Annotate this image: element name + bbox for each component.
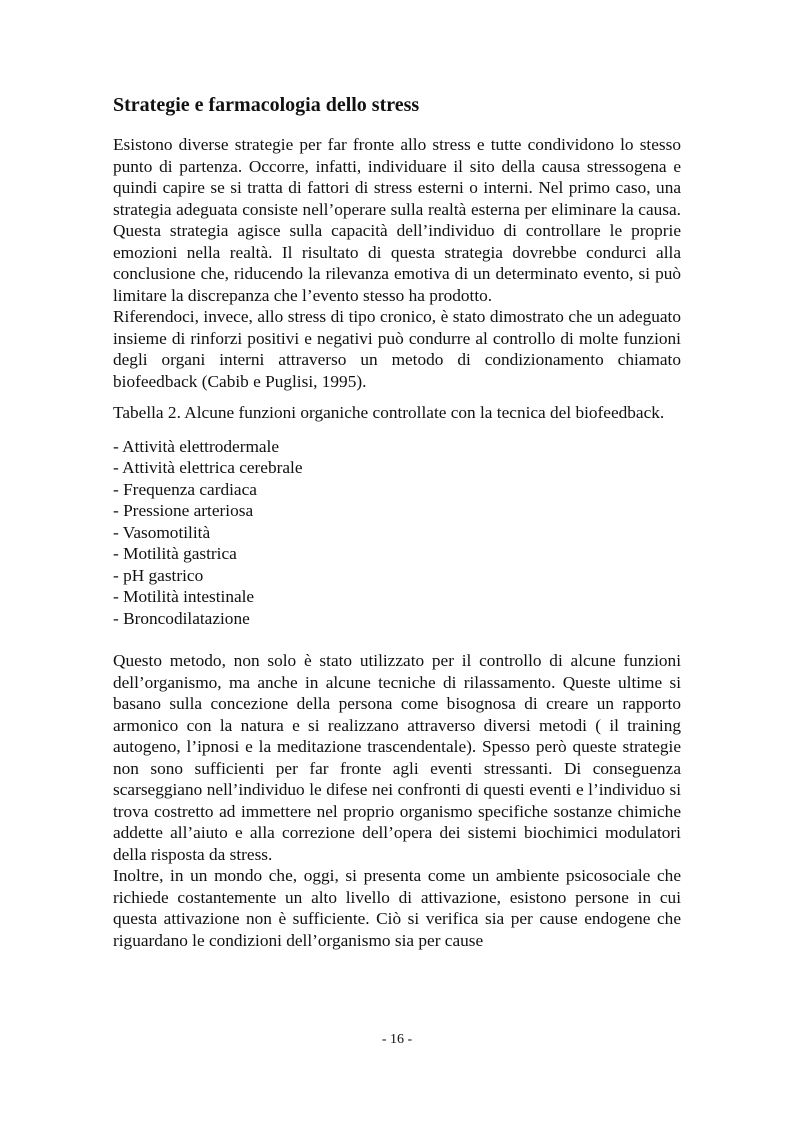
- list-item: - Frequenza cardiaca: [113, 479, 257, 499]
- page-number: - 16 -: [381, 1032, 413, 1047]
- paragraph-biofeedback: Riferendoci, invece, allo stress di tipo cronico, è stato dimostrato che un adeguato insieme di rinforzi positivi e negativi può condurre al controllo di molte funzioni degli organi interni attraverso un metodo di condizionamento chiamato biofeedback (Cabib e Puglisi, 1995).: [113, 307, 681, 391]
- list-item: - Pressione arteriosa: [113, 501, 254, 520]
- list-item: - pH gastrico: [113, 565, 204, 585]
- list-item: - Motilità intestinale: [113, 587, 255, 606]
- paragraph-strategies: Esistono diverse strategie per far fronte allo stress e tutte condividono lo stesso punto di partenza. Occorre, infatti, individuare il sito della causa stressogena e quindi capire se si tratta di fattori di stress esterni o interni. Nel primo caso, una strategia adeguata consiste nell’operare sulla realtà esterna per eliminare la causa. Questa strategia agisce sulla capacità dell’individuo di controllare le proprie emozioni nella realtà. Il risultato di questa strategia dovrebbe condurci alla conclusione che, riducendo la rilevanza emotiva di un determinato evento, si può limitare la discrepanza che l’evento stesso ha prodotto.: [113, 135, 681, 305]
- paragraph-relaxation: Questo metodo, non solo è stato utilizzato per il controllo di alcune funzioni dell’organismo, ma anche in alcune tecniche di rilassamento. Queste ultime si basano sulla concezione della persona come bisognosa di creare un rapporto armonico con la natura e si realizzano attraverso diversi metodi ( il training autogeno, l’ipnosi e la meditazione trascendentale). Spesso però queste strategie non sono sufficienti per far fronte agli eventi stressanti. Di conseguenza scarseggiano nell’individuo le difese nei confronti di questi eventi e l’individuo si trova costretto ad immettere nel proprio organismo specifiche sostanze chimiche addette all’aiuto e alla correzione dell’opera dei sistemi biochimici modulatori della risposta da stress.: [113, 651, 681, 864]
- list-item: - Attività elettrica cerebrale: [113, 458, 303, 477]
- list-item: - Vasomotilità: [113, 522, 211, 542]
- paragraph-activation: Inoltre, in un mondo che, oggi, si presenta come un ambiente psicosociale che richiede costantemente un alto livello di attivazione, esistono persone in cui questa attivazione non è sufficiente. Ciò si verifica sia per cause endogene che riguardano le condizioni dell’organismo sia per cause: [113, 866, 681, 950]
- section-heading: Strategie e farmacologia dello stress: [113, 94, 420, 116]
- document-page: [113, 90, 681, 951]
- list-item: - Attività elettrodermale: [113, 436, 280, 456]
- list-item: - Broncodilatazione: [113, 608, 250, 628]
- blank-line: [113, 629, 681, 650]
- table-caption: Tabella 2. Alcune funzioni organiche controllate con la tecnica del biofeedback.: [113, 403, 665, 422]
- functions-list: [113, 436, 681, 630]
- list-item: - Motilità gastrica: [113, 544, 237, 563]
